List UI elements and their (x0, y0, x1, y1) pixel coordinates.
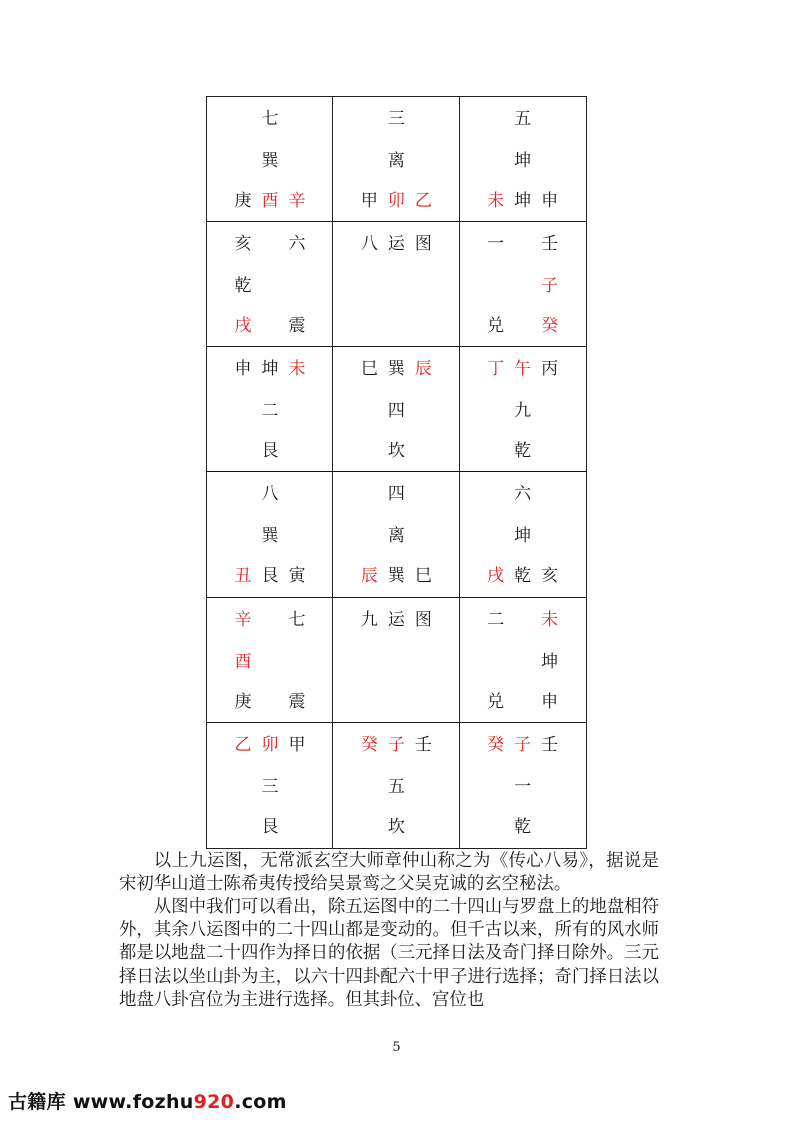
cell-glyph: 子 (387, 734, 405, 755)
cell-glyph: 壬 (541, 734, 559, 755)
cell-line (207, 564, 332, 588)
chart-cell (207, 97, 333, 222)
cell-glyph: 壬 (414, 734, 432, 755)
cell-line (460, 775, 586, 799)
cell-line (460, 107, 586, 131)
cell-glyph: 巽 (387, 359, 405, 380)
cell-glyph: 八 (261, 484, 279, 505)
cell-glyph: 二 (261, 401, 279, 422)
cell-glyph: 兑 (487, 691, 505, 712)
cell-glyph: 巳 (360, 359, 378, 380)
cell-line (333, 357, 458, 381)
cell-line (207, 524, 332, 548)
cell-line (207, 314, 332, 338)
cell-line (460, 524, 586, 548)
cell-glyph: 坎 (387, 441, 405, 462)
cell-glyph: 运 (387, 234, 405, 255)
cell-glyph: 坎 (387, 816, 405, 837)
cell-line (207, 690, 332, 714)
cell-glyph: 离 (387, 151, 405, 171)
cell-glyph: 坤 (514, 151, 532, 171)
chart-cell (207, 723, 333, 848)
cell-glyph: 未 (541, 609, 559, 630)
cell-line (333, 608, 458, 632)
cell-glyph: 八 (360, 234, 378, 255)
cell-glyph: 甲 (360, 191, 378, 211)
page-number: 5 (392, 1040, 401, 1055)
cell-glyph: 九 (514, 401, 532, 422)
nine-cycle-chart (206, 96, 587, 849)
chart-cell (460, 598, 586, 723)
cell-line (207, 274, 332, 298)
cell-glyph: 坤 (541, 651, 559, 672)
chart-cell (460, 472, 586, 597)
cell-glyph: 午 (514, 359, 532, 380)
chart-cell (333, 598, 459, 723)
cell-line (460, 189, 586, 213)
cell-line (333, 107, 458, 131)
cell-glyph: 六 (288, 234, 306, 255)
cell-glyph: 乾 (514, 441, 532, 462)
cell-glyph: 戌 (234, 316, 252, 337)
cell-glyph: 乙 (414, 191, 432, 211)
cell-glyph: 三 (387, 109, 405, 129)
cell-glyph: 壬 (541, 234, 559, 255)
cell-glyph: 坤 (261, 359, 279, 380)
cell-line (460, 482, 586, 506)
cell-glyph: 丑 (234, 566, 252, 587)
cell-glyph: 丙 (541, 359, 559, 380)
cell-glyph: 申 (234, 359, 252, 380)
cell-glyph: 丁 (487, 359, 505, 380)
cell-glyph: 辛 (288, 191, 306, 211)
cell-glyph: 一 (487, 234, 505, 255)
cell-line (207, 482, 332, 506)
cell-glyph: 四 (387, 401, 405, 422)
cell-line (207, 775, 332, 799)
cell-glyph: 申 (541, 691, 559, 712)
cell-line (207, 650, 332, 674)
cell-line (333, 650, 458, 674)
cell-glyph: 坤 (514, 526, 532, 547)
cell-glyph: 七 (288, 609, 306, 630)
chart-cell (333, 723, 459, 848)
cell-glyph: 卯 (261, 734, 279, 755)
chart-cell (207, 222, 333, 347)
cell-glyph: 巽 (261, 151, 279, 171)
cell-line (333, 564, 458, 588)
watermark (8, 1087, 287, 1114)
chart-cell (333, 222, 459, 347)
cell-glyph: 坤 (514, 191, 532, 211)
cell-line (460, 733, 586, 757)
cell-glyph: 图 (414, 234, 432, 255)
cell-line (333, 482, 458, 506)
cell-glyph: 三 (261, 776, 279, 797)
cell-glyph: 乾 (514, 566, 532, 587)
cell-glyph: 庚 (234, 191, 252, 211)
cell-line (207, 439, 332, 463)
cell-glyph: 巳 (414, 566, 432, 587)
cell-glyph: 酉 (234, 651, 252, 672)
cell-glyph: 癸 (541, 316, 559, 337)
cell-glyph: 九 (360, 609, 378, 630)
cell-line (460, 815, 586, 839)
cell-glyph: 辰 (360, 566, 378, 587)
cell-glyph: 卯 (387, 191, 405, 211)
cell-line (333, 399, 458, 423)
cell-line (207, 107, 332, 131)
cell-line (207, 149, 332, 173)
cell-line (333, 690, 458, 714)
cell-glyph: 艮 (261, 566, 279, 587)
cell-glyph: 二 (487, 609, 505, 630)
cell-glyph: 乾 (514, 816, 532, 837)
cell-line (460, 650, 586, 674)
cell-glyph: 甲 (288, 734, 306, 755)
cell-glyph: 震 (288, 316, 306, 337)
cell-line (460, 149, 586, 173)
cell-line (207, 399, 332, 423)
cell-glyph: 癸 (487, 734, 505, 755)
cell-line (333, 189, 458, 213)
cell-line (333, 232, 458, 256)
cell-line (333, 149, 458, 173)
cell-line (460, 608, 586, 632)
chart-cell (207, 598, 333, 723)
chart-cell (460, 347, 586, 472)
cell-glyph: 未 (487, 191, 505, 211)
chart-grid (207, 97, 586, 848)
cell-line (460, 357, 586, 381)
cell-glyph: 巽 (387, 566, 405, 587)
cell-glyph: 子 (541, 276, 559, 297)
cell-glyph: 五 (514, 109, 532, 129)
watermark-url-prefix: www.fozhu (72, 1091, 194, 1113)
watermark-brand: 古籍库 (8, 1091, 66, 1113)
cell-glyph: 庚 (234, 691, 252, 712)
cell-line (333, 524, 458, 548)
cell-line (460, 314, 586, 338)
cell-glyph: 辛 (234, 609, 252, 630)
cell-line (207, 815, 332, 839)
cell-glyph: 未 (288, 359, 306, 380)
cell-line (207, 232, 332, 256)
cell-glyph: 寅 (288, 566, 306, 587)
watermark-url-number: 920 (193, 1091, 235, 1113)
watermark-url-suffix: .com (234, 1091, 287, 1113)
cell-line (207, 189, 332, 213)
cell-glyph: 亥 (541, 566, 559, 587)
cell-glyph: 亥 (234, 234, 252, 255)
chart-cell (460, 222, 586, 347)
cell-line (460, 399, 586, 423)
cell-line (460, 564, 586, 588)
cell-line (333, 274, 458, 298)
cell-glyph: 巽 (261, 526, 279, 547)
chart-cell (333, 97, 459, 222)
cell-line (460, 690, 586, 714)
cell-line (207, 733, 332, 757)
cell-glyph: 运 (387, 609, 405, 630)
cell-glyph: 癸 (360, 734, 378, 755)
chart-cell (333, 472, 459, 597)
cell-glyph: 离 (387, 526, 405, 547)
paragraph-2: 从图中我们可以看出，除五运图中的二十四山与罗盘上的地盘相符外，其余八运图中的二十四山都是变动的。但千古以来，所有的风水师都是以地盘二十四作为择日的依据（三元择日法及奇门择日除外。三元择日法以坐山卦为主，以六十四卦配六十甲子进行选择；奇门择日法以地盘八卦宫位为主进行选择。但其卦位、宫位也 (119, 897, 659, 1010)
cell-glyph: 艮 (261, 441, 279, 462)
cell-glyph: 一 (514, 776, 532, 797)
cell-glyph: 申 (541, 191, 559, 211)
cell-line (460, 439, 586, 463)
paragraph-1: 以上九运图，无常派玄空大师章仲山称之为《传心八易》，据说是宋初华山道士陈希夷传授给吴景鸾之父吴克诚的玄空秘法。 (119, 851, 659, 895)
cell-glyph: 艮 (261, 816, 279, 837)
cell-glyph: 五 (387, 776, 405, 797)
cell-line (460, 232, 586, 256)
cell-glyph: 子 (514, 734, 532, 755)
cell-line (333, 815, 458, 839)
cell-glyph: 酉 (261, 191, 279, 211)
cell-glyph: 乙 (234, 734, 252, 755)
cell-line (207, 357, 332, 381)
cell-line (460, 274, 586, 298)
cell-glyph: 乾 (234, 276, 252, 297)
cell-glyph: 六 (514, 484, 532, 505)
cell-glyph: 七 (261, 109, 279, 129)
cell-glyph: 图 (414, 609, 432, 630)
chart-cell (333, 347, 459, 472)
chart-cell (460, 723, 586, 848)
cell-glyph: 戌 (487, 566, 505, 587)
chart-cell (207, 347, 333, 472)
cell-line (333, 314, 458, 338)
cell-glyph: 震 (288, 691, 306, 712)
cell-line (333, 733, 458, 757)
chart-cell (460, 97, 586, 222)
cell-line (333, 439, 458, 463)
chart-cell (207, 472, 333, 597)
cell-glyph: 辰 (414, 359, 432, 380)
cell-line (207, 608, 332, 632)
cell-line (333, 775, 458, 799)
cell-glyph: 兑 (487, 316, 505, 337)
cell-glyph: 四 (387, 484, 405, 505)
